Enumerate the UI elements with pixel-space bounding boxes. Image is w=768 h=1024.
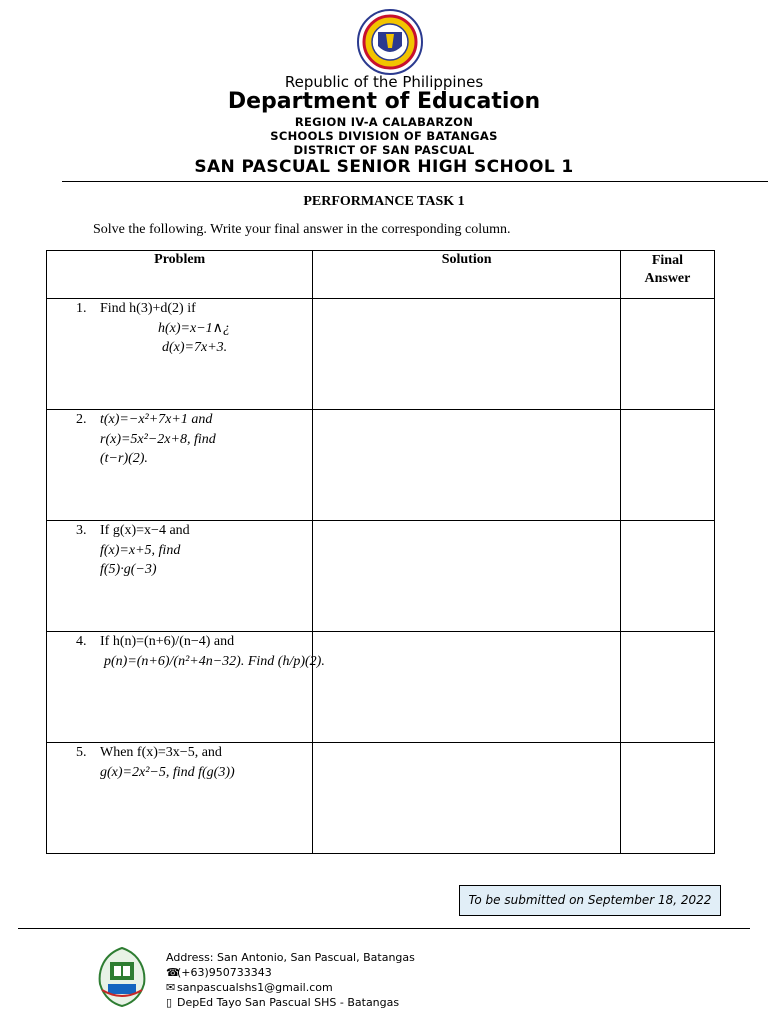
header-divider [62, 181, 768, 182]
final-answer-cell[interactable] [620, 299, 714, 410]
table-header-row [47, 251, 715, 299]
problem-cell [47, 299, 313, 410]
footer-facebook-line [166, 996, 399, 1009]
answer-header: Final Answer [620, 251, 714, 299]
division-line: SCHOOLS DIVISION OF BATANGAS [270, 129, 498, 143]
final-answer-cell[interactable] [620, 632, 714, 743]
solution-cell[interactable] [313, 299, 620, 410]
department-title: Department of Education [227, 89, 541, 114]
problem-number: 5. [76, 745, 87, 760]
final-answer-cell[interactable] [620, 410, 714, 521]
table-row [47, 743, 715, 854]
problem-2-text: t(x)=−x²+7x+1 and r(x)=5x²−2x+8, find (t−r)(2). [100, 412, 216, 466]
problem-3-text: If g(x)=x−4 and f(x)=x+5, find f(5)·g(−3) [100, 523, 190, 577]
footer-facebook[interactable]: DepEd Tayo San Pascual SHS - Batangas [177, 996, 400, 1009]
problem-number: 4. [76, 634, 87, 649]
school-logo [92, 940, 152, 1008]
table-row [47, 299, 715, 410]
table-row [47, 632, 715, 743]
final-answer-cell[interactable] [620, 743, 714, 854]
problem-cell [47, 521, 313, 632]
problem-header: Problem [47, 251, 313, 299]
district-line: DISTRICT OF SAN PASCUAL [293, 143, 475, 157]
problem-number: 1. [76, 301, 87, 316]
envelope-icon: ✉ [166, 981, 176, 994]
footer-address: Address: San Antonio, San Pascual, Batangas [166, 951, 415, 964]
solution-cell[interactable] [313, 521, 620, 632]
problem-number: 3. [76, 523, 87, 538]
problem-4-text: If h(n)=(n+6)/(n−4) and p(n)=(n+6)/(n²+4n−32). Find (h/p)(2). [100, 634, 325, 669]
footer-divider [18, 928, 750, 929]
task-title: PERFORMANCE TASK 1 [303, 194, 465, 209]
problem-number: 2. [76, 412, 87, 427]
problem-1-text: Find h(3)+d(2) if h(x)=x−1∧¿ d(x)=7x+3. [100, 301, 230, 355]
problem-5-text: When f(x)=3x−5, and g(x)=2x²−5, find f(g(3)) [100, 745, 235, 780]
submission-deadline: To be submitted on September 18, 2022 [459, 885, 721, 916]
solution-cell[interactable] [313, 632, 620, 743]
problem-cell [47, 632, 325, 743]
republic-line: Republic of the Philippines [284, 73, 484, 91]
problem-cell [47, 410, 313, 521]
facebook-icon: ▯ [166, 996, 173, 1009]
deped-seal [352, 8, 428, 76]
table-row [47, 410, 715, 521]
region-line: REGION IV-A CALABARZON [294, 115, 474, 129]
phone-icon: ☎ [166, 966, 180, 979]
footer-email[interactable]: sanpascualshs1@gmail.com [177, 981, 333, 994]
problem-cell [47, 743, 313, 854]
footer-phone: (+63)950733343 [177, 966, 272, 979]
solution-header: Solution [313, 251, 620, 299]
solution-cell[interactable] [313, 410, 620, 521]
solution-cell[interactable] [313, 743, 620, 854]
table-row [47, 521, 715, 632]
footer-phone-line [166, 966, 272, 979]
task-instructions: Solve the following. Write your final answer in the corresponding column. [93, 222, 511, 237]
problems-table [46, 250, 715, 854]
footer-email-line [166, 981, 333, 994]
school-name: SAN PASCUAL SENIOR HIGH SCHOOL 1 [194, 157, 574, 177]
final-answer-cell[interactable] [620, 521, 714, 632]
